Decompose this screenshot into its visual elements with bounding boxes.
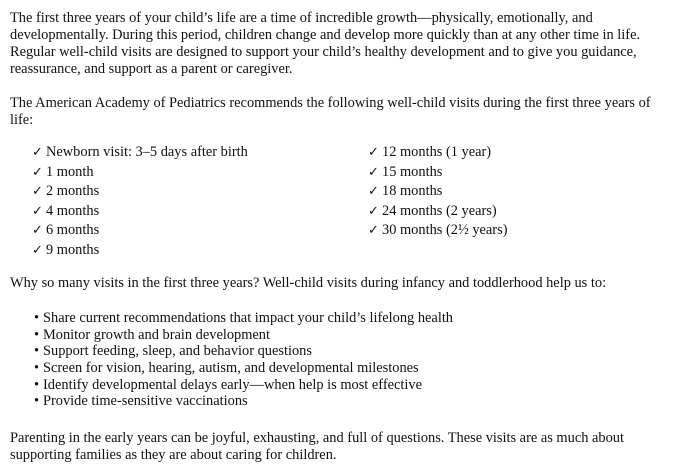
visit-item — [368, 221, 508, 241]
benefit-item — [34, 343, 665, 360]
checkmark-icon: ✓ — [368, 164, 379, 180]
visit-item — [32, 163, 368, 183]
visit-label: 2 months — [46, 183, 100, 199]
bullet-icon: • — [34, 326, 40, 343]
visit-label: 15 months — [382, 163, 443, 180]
closing-paragraph: Parenting in the early years can be joyful, exhausting, and full of questions. These visits are as much about supporting families as they are about caring for children. — [10, 430, 624, 464]
bullet-icon: • — [34, 360, 40, 377]
why-paragraph: Why so many visits in the first three years? Well-child visits during infancy and toddlerhood help us to: — [10, 275, 607, 291]
intro-paragraph: The first three years of your child’s life are a time of incredible growth—physically, emotionally, and developmentally. During this period, children change and develop more quickly than at any other time in life. Regular well-child visits are designed to support your child’s healthy development and to give you guidance, reassurance, and support as a parent or caregiver. — [10, 10, 641, 77]
bullet-icon: • — [34, 393, 40, 410]
visit-label: 30 months (2½ years) — [382, 222, 508, 238]
visit-item — [32, 221, 368, 241]
benefit-item — [34, 327, 665, 344]
recommendation-paragraph: The American Academy of Pediatrics recommends the following well-child visits during the first three years of life: — [10, 95, 651, 128]
visit-item — [368, 143, 508, 163]
bullet-icon: • — [34, 376, 40, 393]
visit-label: 12 months (1 year) — [382, 144, 492, 160]
bullet-icon: • — [34, 343, 40, 360]
checkmark-icon: ✓ — [32, 242, 43, 258]
benefit-label: Identify developmental delays early—when help is most effective — [43, 376, 422, 393]
visit-item — [32, 143, 368, 163]
benefit-item — [34, 310, 665, 327]
benefit-label: Provide time-sensitive vaccinations — [43, 393, 248, 410]
visit-checklist — [32, 143, 665, 260]
visit-item — [368, 182, 508, 202]
checkmark-icon: ✓ — [368, 184, 379, 199]
checkmark-icon: ✓ — [32, 164, 43, 180]
benefit-item — [34, 360, 665, 377]
benefit-item — [34, 377, 665, 394]
visit-item — [32, 202, 368, 222]
visit-list-right — [368, 143, 508, 260]
benefits-list — [34, 310, 665, 410]
visit-item — [32, 182, 368, 202]
checkmark-icon: ✓ — [368, 145, 379, 160]
visit-list-left — [32, 143, 368, 260]
visit-item — [32, 241, 368, 261]
benefit-label: Screen for vision, hearing, autism, and developmental milestones — [43, 360, 419, 377]
visit-label: Newborn visit: 3–5 days after birth — [46, 144, 248, 160]
visit-label: 9 months — [46, 241, 100, 258]
benefit-label: Monitor growth and brain development — [43, 326, 271, 343]
visit-label: 18 months — [382, 183, 443, 199]
visit-item — [368, 202, 508, 222]
checkmark-icon: ✓ — [368, 203, 379, 219]
visit-label: 6 months — [46, 222, 100, 238]
visit-label: 1 month — [46, 163, 94, 180]
checkmark-icon: ✓ — [32, 223, 43, 238]
checkmark-icon: ✓ — [32, 203, 43, 219]
checkmark-icon: ✓ — [368, 223, 379, 238]
benefit-label: Share current recommendations that impact your child’s lifelong health — [43, 310, 454, 326]
benefit-item — [34, 393, 665, 410]
benefit-label: Support feeding, sleep, and behavior questions — [43, 343, 312, 360]
checkmark-icon: ✓ — [32, 184, 43, 199]
bullet-icon: • — [34, 310, 40, 326]
visit-label: 24 months (2 years) — [382, 202, 497, 219]
checkmark-icon: ✓ — [32, 145, 43, 160]
visit-label: 4 months — [46, 202, 100, 219]
visit-item — [368, 163, 508, 183]
